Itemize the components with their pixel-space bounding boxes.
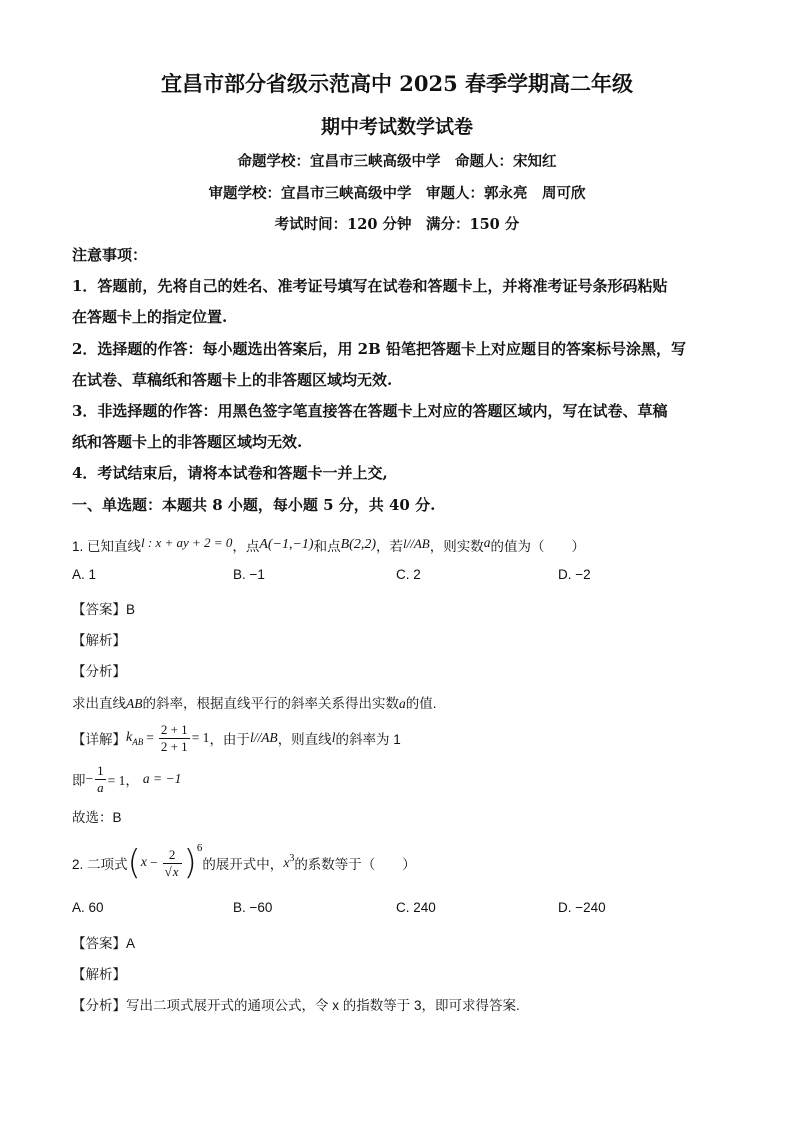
question-1-option-c: C. 2 <box>396 567 421 582</box>
reciprocal-fraction: $\frac{1}{a}$ <box>97 762 104 795</box>
question-2-option-a: A. 60 <box>72 900 104 915</box>
question-1-analysis-text: 求出直线AB的斜率，根据直线平行的斜率关系得出实数a的值. <box>72 696 437 711</box>
question-1-answer: 【答案】B <box>72 602 136 617</box>
question-2-option-d: D. −240 <box>558 900 606 915</box>
exam-meta-reviewer: 审题学校：宜昌市三峡高级中学 审题人：郭永亮 周可欣 <box>208 185 586 202</box>
parallel-expr: l//AB <box>403 536 430 551</box>
line-equation: l : x + ay + 2 = 0 <box>141 535 233 550</box>
question-1-analysis-heading: 【分析】 <box>72 664 126 679</box>
question-1-detail: 【详解】 k AB = $\frac{2 + 1}{2 + 1}$ = 1 ，由于 l//AB ，则直线 l 的斜率为 1 <box>72 721 401 754</box>
question-1-stem: 1. 已知直线l : x + ay + 2 = 0，点A(−1,−1)和点B(2,2)，若l//AB，则实数a的值为（ ） <box>72 535 585 554</box>
binomial-fraction: $\frac{2}{√x}$ <box>163 847 182 880</box>
notice-heading: 注意事项： <box>72 246 148 264</box>
notice-line: 在答题卡上的指定位置. <box>72 308 228 326</box>
point-a: A(−1,−1) <box>259 537 314 552</box>
question-2-answer: 【答案】A <box>72 936 136 951</box>
question-1-choice: 故选：B <box>72 810 122 825</box>
notice-line: 1．答题前，先将自己的姓名、准考证号填写在试卷和答题卡上，并将准考证号条形码粘贴 <box>72 277 668 295</box>
question-2-analysis-label: 【解析】 <box>72 967 126 982</box>
notice-line: 纸和答题卡上的非答题区域均无效. <box>72 433 303 451</box>
question-1-option-d: D. −2 <box>558 567 591 582</box>
notice-line: 4．考试结束后，请将本试卷和答题卡一并上交, <box>72 464 388 482</box>
question-1-result: 即 − $\frac{1}{a}$ = 1， a = −1 <box>72 762 182 795</box>
section-heading: 一、单选题：本题共 8 小题，每小题 5 分，共 40 分. <box>72 496 436 514</box>
exam-title-line2: 期中考试数学试卷 <box>320 116 473 138</box>
exam-meta-time: 考试时间：120 分钟 满分：150 分 <box>274 216 520 233</box>
question-2-stem: 2. 二项式 ( x − $\frac{2}{√x}$ ) 6 的展开式中， x 3 的系数等于（ ） <box>72 842 416 883</box>
notice-line: 在试卷、草稿纸和答题卡上的非答题区域均无效. <box>72 371 393 389</box>
question-1-analysis-label: 【解析】 <box>72 633 126 648</box>
question-2-option-c: C. 240 <box>396 900 436 915</box>
exam-title-line1: 宜昌市部分省级示范高中 2025 春季学期高二年级 <box>160 71 634 96</box>
question-1-option-a: A. 1 <box>72 567 97 582</box>
question-1-option-b: B. −1 <box>233 567 265 582</box>
slope-fraction: $\frac{2 + 1}{2 + 1}$ <box>160 721 188 754</box>
point-b: B(2,2) <box>340 537 376 552</box>
notice-line: 2．选择题的作答：每小题选出答案后，用 2B 铅笔把答题卡上对应题目的答案标号涂黑，写 <box>72 340 687 358</box>
question-2-option-b: B. −60 <box>233 900 273 915</box>
exam-meta-setter: 命题学校：宜昌市三峡高级中学 命题人：宋知红 <box>237 153 557 170</box>
question-2-analysis-text: 【分析】写出二项式展开式的通项公式，令 x 的指数等于 3，即可求得答案. <box>72 998 520 1013</box>
notice-line: 3．非选择题的作答：用黑色签字笔直接答在答题卡上对应的答题区域内，写在试卷、草稿 <box>72 402 668 420</box>
